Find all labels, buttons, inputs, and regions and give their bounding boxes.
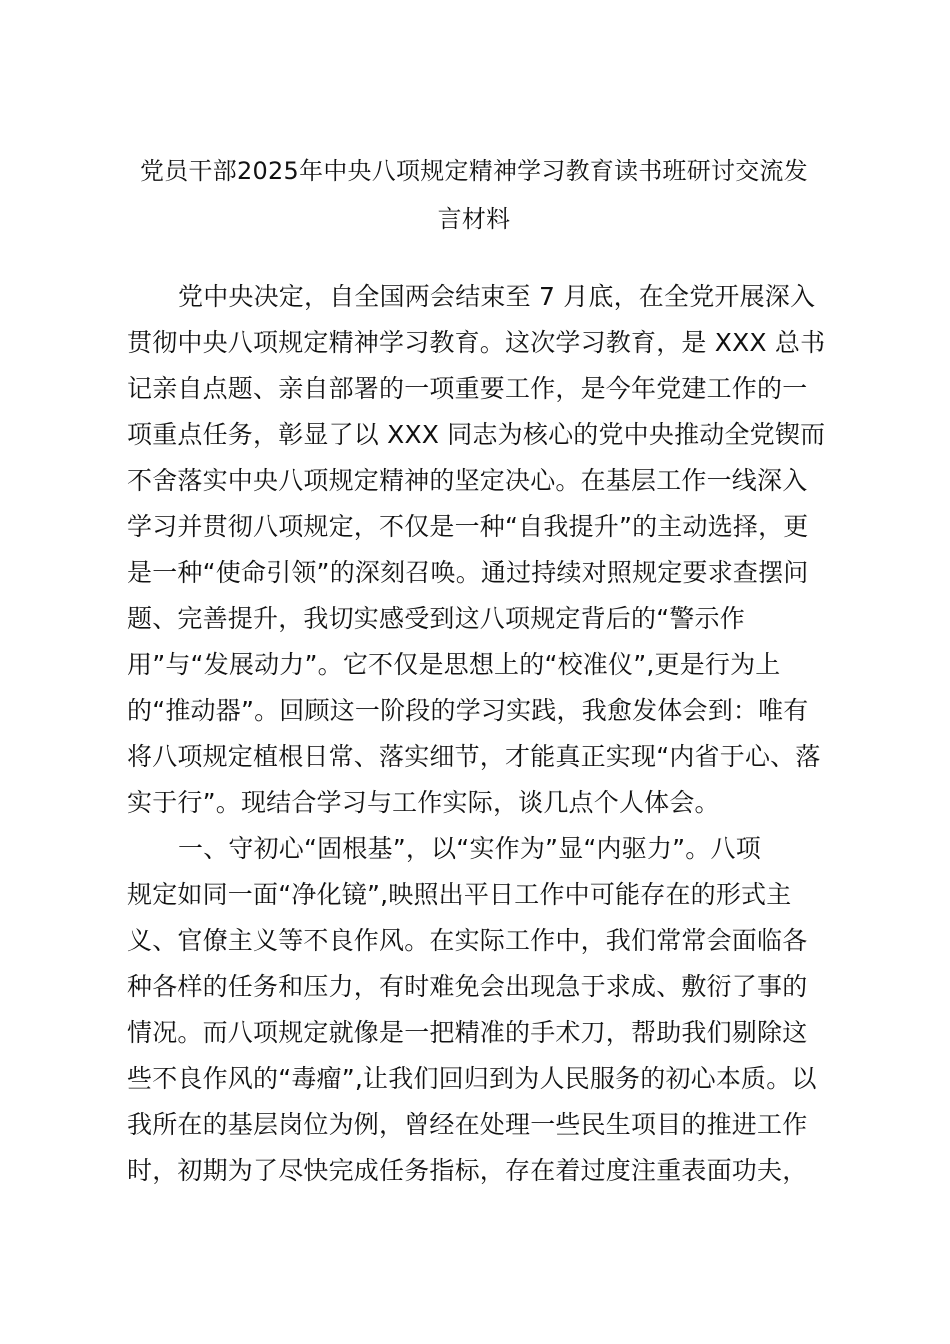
document-title-line-1: 党员干部2025年中央八项规定精神学习教育读书班研讨交流发 [140,157,808,185]
paragraph-2-line: 我所在的基层岗位为例，曾经在处理一些民生项目的推进工作 [127,1110,808,1139]
paragraph-1-line: 不舍落实中央八项规定精神的坚定决心。在基层工作一线深入 [127,466,808,495]
paragraph-1-line: 的“推动器”。回顾这一阶段的学习实践，我愈发体会到：唯有 [127,696,809,725]
paragraph-1-line: 实于行”。现结合学习与工作实际，谈几点个人体会。 [127,788,720,817]
paragraph-1-line: 贯彻中央八项规定精神学习教育。这次学习教育，是 XXX 总书 [127,328,826,357]
paragraph-2-line: 情况。而八项规定就像是一把精准的手术刀，帮助我们剔除这 [127,1018,808,1047]
paragraph-1-line: 项重点任务，彰显了以 XXX 同志为核心的党中央推动全党锲而 [127,420,826,449]
paragraph-2-line: 规定如同一面“净化镜”,映照出平日工作中可能存在的形式主 [127,880,792,909]
paragraph-2-line: 些不良作风的“毒瘤”,让我们回归到为人民服务的初心本质。以 [127,1064,817,1093]
paragraph-1-line: 记亲自点题、亲自部署的一项重要工作，是今年党建工作的一 [127,374,808,403]
paragraph-1-line: 将八项规定植根日常、落实细节，才能真正实现“内省于心、落 [127,742,821,771]
paragraph-1-line: 学习并贯彻八项规定，不仅是一种“自我提升”的主动选择，更 [127,512,809,541]
paragraph-2-line: 时，初期为了尽快完成任务指标，存在着过度注重表面功夫， [127,1156,808,1185]
paragraph-2-line: 种各样的任务和压力，有时难免会出现急于求成、敷衍了事的 [127,972,808,1001]
paragraph-1-line: 题、完善提升，我切实感受到这八项规定背后的“警示作 [127,604,745,633]
paragraph-1-line: 是一种“使命引领”的深刻召唤。通过持续对照规定要求查摆问 [127,558,809,587]
paragraph-1-line: 党中央决定，自全国两会结束至 7 月底，在全党开展深入 [178,282,816,311]
paragraph-2-line: 义、官僚主义等不良作风。在实际工作中，我们常常会面临各 [127,926,808,955]
document-title-line-2: 言材料 [437,205,511,233]
paragraph-2-line: 一、守初心“固根基”，以“实作为”显“内驱力”。八项 [178,834,761,863]
paragraph-1-line: 用”与“发展动力”。它不仅是思想上的“校准仪”,更是行为上 [127,650,781,679]
